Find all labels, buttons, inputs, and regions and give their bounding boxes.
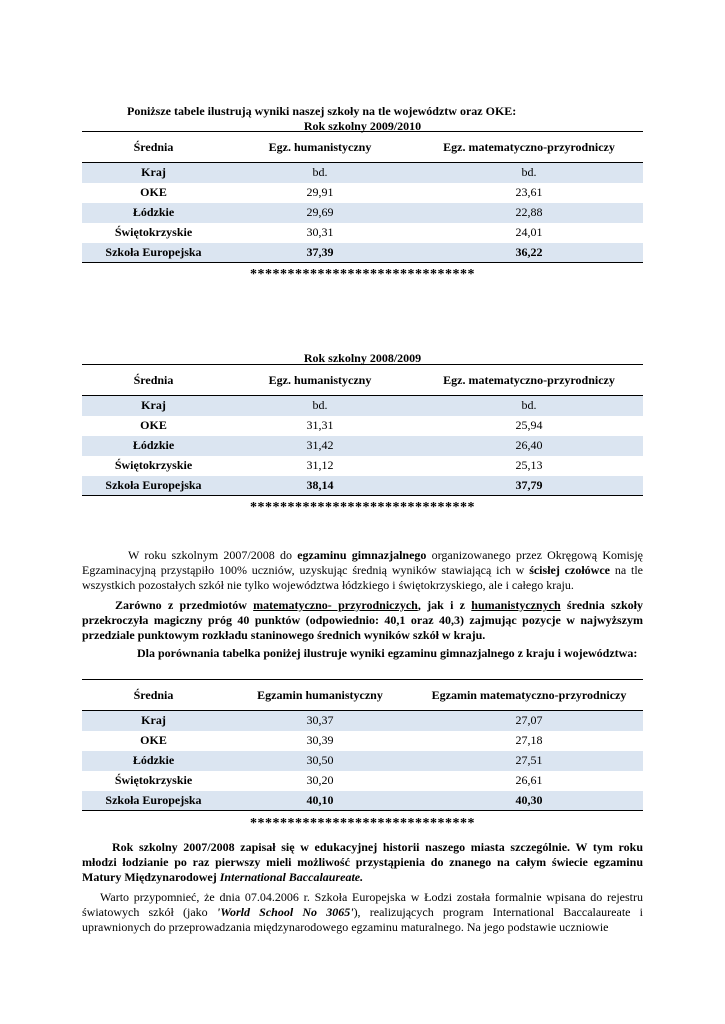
cell-math-science: 24,01 bbox=[515, 225, 543, 239]
text-span: humanistycznych bbox=[471, 598, 561, 612]
cell-math-science: 40,30 bbox=[515, 792, 543, 807]
cell-math-science: bd. bbox=[521, 398, 537, 413]
header-humanities: Egz. humanistyczny bbox=[268, 372, 372, 387]
table-row bbox=[82, 436, 643, 456]
cell-math-science: 37,79 bbox=[515, 477, 543, 492]
text-span: International Baccalaureate. bbox=[219, 870, 364, 884]
stars-separator: ****************************** bbox=[250, 267, 475, 282]
row-label: OKE bbox=[140, 733, 167, 747]
table-row bbox=[82, 751, 643, 771]
table-2-year-title: Rok szkolny 2008/2009 bbox=[303, 351, 422, 365]
header-average: Średnia bbox=[133, 139, 174, 154]
paragraph-ib-history bbox=[82, 840, 643, 885]
table-1-year-title: Rok szkolny 2009/2010 bbox=[303, 119, 422, 133]
table-row bbox=[82, 416, 643, 436]
table-row bbox=[82, 183, 643, 203]
cell-humanities: 40,10 bbox=[306, 792, 334, 807]
table-row bbox=[82, 203, 643, 223]
row-label: OKE bbox=[140, 185, 167, 199]
table-row bbox=[82, 163, 643, 183]
table-row bbox=[82, 771, 643, 791]
table-row bbox=[82, 791, 643, 811]
intro-text: Poniższe tabele ilustrują wyniki naszej szkoły na tle województw oraz OKE: bbox=[127, 104, 517, 118]
paragraph-world-school bbox=[82, 890, 643, 935]
cell-math-science: 36,22 bbox=[515, 244, 543, 259]
cell-math-science: 23,61 bbox=[515, 185, 543, 199]
text-span: ), realizujących program International Baccalaureate i uprawnionych do przeprowadzania międzynarodowego egzaminu maturalnego. Na jego podstawie uczniowie bbox=[82, 905, 644, 934]
text-span: 'World School No 3065' bbox=[216, 905, 354, 919]
table-row bbox=[82, 476, 643, 496]
cell-math-science: 25,13 bbox=[515, 458, 543, 472]
row-label: Łódzkie bbox=[132, 438, 175, 452]
text-span: organizowanego przez Okręgową Komisję Egzaminacyjną przystąpiło 100% uczniów, uzyskując średnią wyników stawiającą ich w bbox=[82, 548, 643, 577]
cell-math-science: 26,61 bbox=[515, 773, 543, 787]
cell-humanities: 30,20 bbox=[306, 773, 334, 787]
table-header-row bbox=[82, 680, 643, 711]
paragraph-comparison bbox=[82, 646, 643, 661]
table-row bbox=[82, 396, 643, 416]
row-label: Świętokrzyskie bbox=[114, 225, 193, 239]
row-label: Kraj bbox=[141, 165, 166, 180]
results-table-2008-2009 bbox=[82, 364, 643, 496]
cell-humanities: 31,31 bbox=[306, 418, 334, 432]
header-average: Średnia bbox=[133, 372, 174, 387]
cell-humanities: 30,39 bbox=[306, 733, 334, 747]
text-span: na tle wszystkich pozostałych szkół nie tylko województwa łódzkiego i świętokrzyskiego, ale i całego kraju. bbox=[82, 563, 644, 592]
cell-math-science: 27,18 bbox=[515, 733, 543, 747]
header-humanities: Egzamin humanistyczny bbox=[257, 687, 383, 702]
results-table-2009-2010 bbox=[82, 131, 643, 263]
table-row bbox=[82, 456, 643, 476]
row-label: Kraj bbox=[141, 713, 166, 728]
cell-humanities: bd. bbox=[312, 398, 328, 413]
stars-separator: ****************************** bbox=[250, 816, 475, 831]
paragraph-exam-results bbox=[82, 548, 643, 593]
row-label: Świętokrzyskie bbox=[114, 458, 193, 472]
cell-math-science: 22,88 bbox=[515, 205, 543, 219]
text-span: ścisłej czołówce bbox=[529, 563, 610, 577]
cell-humanities: 38,14 bbox=[306, 477, 334, 492]
table-row bbox=[82, 243, 643, 263]
row-label: Szkoła Europejska bbox=[105, 477, 202, 492]
results-table-2007-2008 bbox=[82, 679, 643, 811]
cell-humanities: 31,42 bbox=[306, 438, 334, 452]
cell-math-science: 27,07 bbox=[515, 713, 543, 728]
cell-math-science: 25,94 bbox=[515, 418, 543, 432]
row-label: Łódzkie bbox=[132, 753, 175, 767]
row-label: Szkoła Europejska bbox=[105, 792, 202, 807]
cell-humanities: 37,39 bbox=[306, 244, 334, 259]
table-row bbox=[82, 731, 643, 751]
table-row bbox=[82, 223, 643, 243]
row-label: Kraj bbox=[141, 398, 166, 413]
cell-math-science: 26,40 bbox=[515, 438, 543, 452]
cell-humanities: 30,37 bbox=[306, 713, 334, 728]
header-math-science: Egz. matematyczno-przyrodniczy bbox=[443, 139, 615, 154]
cell-humanities: 29,69 bbox=[306, 205, 334, 219]
paragraph-threshold bbox=[82, 598, 643, 643]
row-label: OKE bbox=[140, 418, 167, 432]
text-span: Dla porównania tabelka poniżej ilustruje wyniki egzaminu gimnazjalnego z kraju i województwa: bbox=[137, 646, 638, 660]
cell-math-science: bd. bbox=[521, 165, 537, 180]
header-average: Średnia bbox=[133, 687, 174, 702]
cell-humanities: 31,12 bbox=[306, 458, 334, 472]
row-label: Szkoła Europejska bbox=[105, 244, 202, 259]
cell-humanities: bd. bbox=[312, 165, 328, 180]
header-math-science: Egzamin matematyczno-przyrodniczy bbox=[431, 687, 627, 702]
text-span: Warto przypomnieć, że dnia 07.04.2006 r. Szkoła Europejska w Łodzi została formalnie wpisana do rejestru światowych szkół (jako bbox=[82, 890, 643, 919]
text-span: Rok szkolny 2007/2008 zapisał się w edukacyjnej historii naszego miasta szczególnie. W tym roku młodzi łodzianie po raz pierwszy mieli możliwość przystąpienia do znanego na całym świecie egzaminu Matury Międzynarodowej bbox=[82, 840, 643, 884]
table-row bbox=[82, 711, 643, 731]
text-span: W roku szkolnym 2007/2008 do bbox=[128, 548, 298, 562]
text-span: średnia szkoły przekroczyła magiczny próg 40 punktów (odpowiednio: 40,1 oraz 40,3) zajmując pozycje w najwyższym przedziale punktowym rozkładu staninowego średnich wyników szkół w kraju. bbox=[82, 598, 643, 642]
cell-humanities: 30,50 bbox=[306, 753, 334, 767]
text-span: matematyczno- przyrodniczych bbox=[253, 598, 418, 612]
row-label: Świętokrzyskie bbox=[114, 773, 193, 787]
stars-separator: ****************************** bbox=[250, 500, 475, 515]
row-label: Łódzkie bbox=[132, 205, 175, 219]
text-span: , jak i z bbox=[417, 598, 472, 612]
cell-math-science: 27,51 bbox=[515, 753, 543, 767]
table-header-row bbox=[82, 365, 643, 396]
header-math-science: Egz. matematyczno-przyrodniczy bbox=[443, 372, 615, 387]
cell-humanities: 29,91 bbox=[306, 185, 334, 199]
text-span: egzaminu gimnazjalnego bbox=[297, 548, 427, 562]
table-header-row bbox=[82, 132, 643, 163]
header-humanities: Egz. humanistyczny bbox=[268, 139, 372, 154]
text-span: Zarówno z przedmiotów bbox=[115, 598, 254, 612]
cell-humanities: 30,31 bbox=[306, 225, 334, 239]
